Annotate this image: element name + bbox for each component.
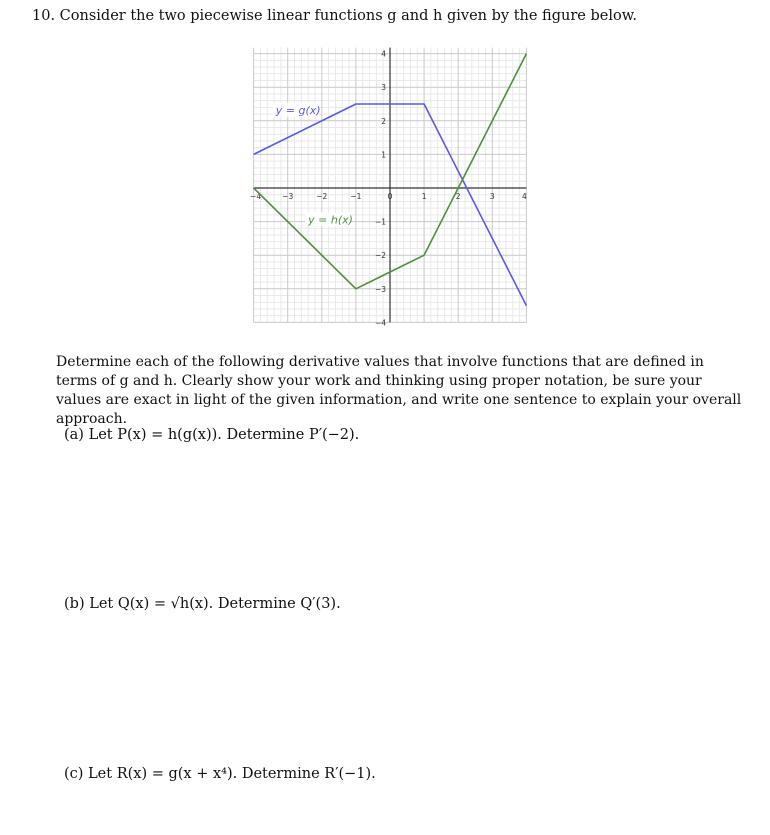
part-c	[64, 766, 376, 782]
y-tick-label: 4	[381, 49, 386, 59]
part-label: (a)	[64, 427, 89, 443]
question-number: 10.	[32, 8, 56, 24]
y-tick-label: −4	[374, 318, 386, 328]
h-label	[305, 212, 353, 226]
part-text: Let P(x) = h(g(x)). Determine P′(−2).	[88, 427, 360, 443]
y-tick-label: 1	[381, 150, 386, 160]
g-label	[273, 103, 321, 117]
function-graph	[0, 0, 770, 340]
y-tick-label: 2	[381, 116, 386, 126]
x-tick-label: −3	[282, 192, 294, 201]
instructions-paragraph: Determine each of the following derivative values that involve functions that are defined in terms of g and h. Clearly show your work and thinking using proper notation, be sure your values are exact in light of the given information, and write one sentence to explain your overall approach.	[56, 354, 742, 427]
x-tick-label: −1	[350, 192, 362, 201]
part-text: Let Q(x) = √h(x). Determine Q′(3).	[89, 596, 341, 612]
part-b	[64, 596, 341, 612]
part-text: Let R(x) = g(x + x⁴). Determine R′(−1).	[88, 766, 376, 782]
x-tick-label: 2	[455, 192, 461, 201]
x-tick-label: 1	[421, 192, 427, 201]
x-tick-label: 3	[489, 192, 495, 201]
question-text: Consider the two piecewise linear functions g and h given by the figure below.	[59, 8, 637, 24]
part-label: (b)	[64, 596, 90, 612]
x-tick-label: −4	[250, 192, 262, 201]
y-tick-label: −1	[374, 217, 386, 227]
series-label-text: y = h(x)	[308, 213, 353, 227]
y-tick-label: −2	[374, 251, 386, 261]
series-label-text: y = g(x)	[275, 104, 321, 118]
x-tick-label: −2	[316, 192, 328, 201]
y-tick-label: −3	[374, 284, 386, 294]
x-tick-label: 4	[522, 192, 527, 201]
y-tick-label: 3	[381, 83, 386, 93]
part-a	[64, 427, 359, 443]
x-tick-label: 0	[387, 192, 393, 201]
part-label: (c)	[64, 766, 89, 782]
